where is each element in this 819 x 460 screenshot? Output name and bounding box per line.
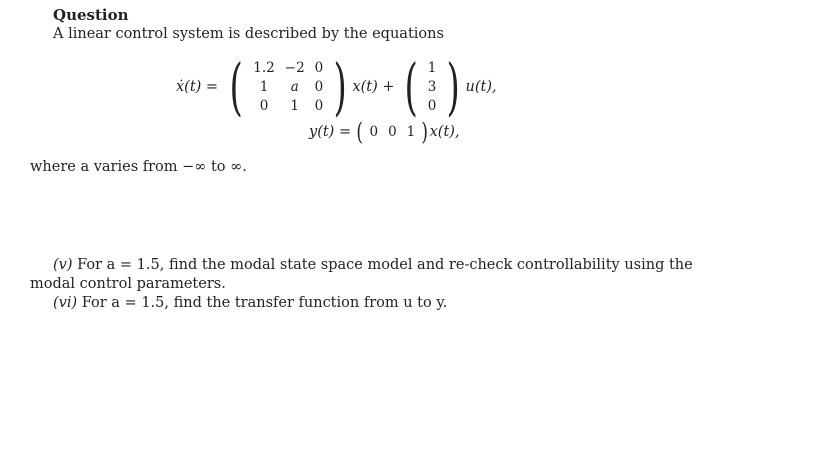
part-v-label: (v) (53, 257, 73, 273)
a-cell: a (290, 79, 299, 95)
output-eq-x-term: x(t), (429, 124, 460, 140)
part-v-text: For a = 1.5, find the modal state space model and re-check controllability using the (77, 257, 693, 273)
matrix-b: ( 1 3 0 ) (403, 50, 461, 123)
matrix-c: ( 0 0 1 ) (356, 118, 429, 146)
range-text: where a varies from −∞ to ∞. (30, 159, 247, 175)
matrix-c-table (364, 123, 420, 142)
a-cell: 0 (314, 79, 324, 95)
a-cell: 0 (314, 98, 324, 114)
a-cell: −2 (284, 60, 305, 76)
state-eq-x-term: x(t) + (352, 79, 395, 95)
matrix-a: ( 1.2 −2 0 1 a 0 0 1 0 ) (229, 50, 348, 123)
a-cell: 0 (259, 98, 269, 114)
part-vi-label: (vi) (53, 295, 78, 311)
c-cell: 0 (369, 124, 379, 140)
part-v (53, 257, 693, 273)
state-eq-lhs: ẋ(t) = (176, 79, 219, 95)
state-equation (176, 50, 497, 123)
part-vi-text: For a = 1.5, find the transfer function from u to y. (81, 295, 448, 311)
b-cell: 0 (427, 98, 437, 114)
c-cell: 0 (388, 124, 397, 140)
c-cell: 1 (406, 124, 416, 140)
a-cell: 1 (290, 98, 300, 114)
a-cell: 0 (314, 60, 324, 76)
part-v-continuation: modal control parameters. (30, 276, 226, 292)
intro-text: A linear control system is described by the equations (53, 26, 444, 42)
b-cell: 1 (427, 60, 437, 76)
output-eq-lhs: y(t) = (309, 124, 352, 140)
state-eq-u-term: u(t), (465, 79, 497, 95)
b-cell: 3 (427, 79, 437, 95)
part-vi (53, 295, 447, 311)
question-heading: Question (53, 6, 129, 24)
a-cell: 1.2 (253, 60, 275, 76)
a-cell: 1 (259, 79, 269, 95)
matrix-b-table (423, 59, 442, 116)
matrix-a-table (248, 59, 328, 116)
output-equation (309, 118, 460, 146)
